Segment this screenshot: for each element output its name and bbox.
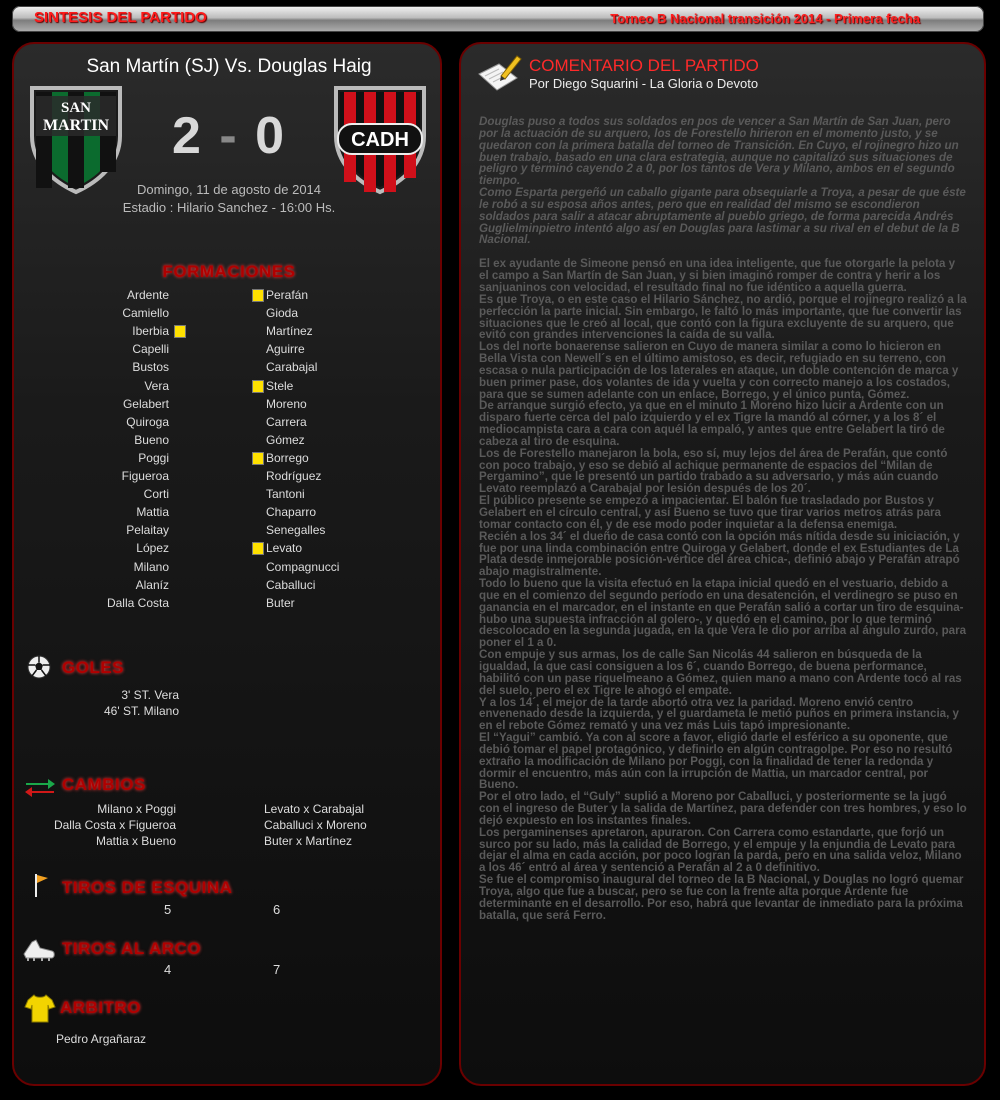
body-paragraph: Los del norte bonaerense salieron en Cuyo de manera similar a como lo hicieron en Bella Vista con Newell´s en el último amistoso, es decir, refugiado en su terreno, con escasa o nula participación de los laterales en ataque, un doble contención de marca y buen primer pase, dos volantes de ida y vuelta y con correcto manejo a los costados, para que se sumen adelante con un enlace, Borrego, y el único punta, Gómez. [479, 340, 959, 401]
away-player: Rodríguez [266, 469, 322, 483]
match-venue: Estadio : Hilario Sanchez - 16:00 Hs. [122, 200, 336, 215]
home-player: Vera [144, 378, 169, 393]
home-score: 2 [171, 107, 203, 165]
intro-paragraph: Como Esparta pergeñó un caballo gigante para obsequiarle a Troya, a pesar de que éste le robó a su esposa años antes, pero que en realidad del mismo se escondieron soldados para salir a atacar abruptamente al pueblo griego, de forma parecida Andrés Guglielminpietro intentó algo así en Douglas para lastimar a su rival en el debut de la B Nacional. [479, 186, 966, 247]
home-player: Alaníz [135, 577, 169, 592]
corner-flag-icon [32, 872, 52, 898]
away-score: 0 [255, 107, 287, 165]
away-change: Levato x Carabajal [264, 802, 365, 816]
notepad-pencil-icon [477, 52, 523, 94]
goal-item: 3' ST. Vera [121, 688, 179, 702]
away-player: Stele [266, 378, 294, 393]
home-player: Camiello [122, 306, 169, 321]
home-player: Pelaitay [126, 523, 169, 538]
comment-title: COMENTARIO DEL PARTIDO [529, 56, 759, 75]
svg-text:CADH: CADH [351, 129, 409, 151]
home-player: Quiroga [126, 414, 169, 429]
away-player: Carrera [266, 414, 307, 429]
away-player: Buter [266, 595, 295, 610]
body-paragraph: Es que Troya, o en este caso el Hilario Sánchez, no ardió, porque el rojinegro realizó a la perfección la parte inicial. Sin embargo, le faltó lo más importante, que fue convertir las situaciones que le creó al local, que contó con la figura excluyente de su arquero, que evitó con grandes intervenciones la caída de su valla. [479, 292, 967, 342]
body-paragraph: El “Yagui” cambió. Ya con al score a favor, eligió darle el esférico a su oponente, que debió tomar el papel protagónico, y definirlo en algún contragolpe. Por eso no resultó extraño la modificación de Milano por Poggi, con la finalidad de tener la redonda y dormir el encuentro, más aún con la irrupción de Mattia, un marcador central, por Bueno. [479, 731, 953, 792]
yellow-card-icon [252, 380, 264, 393]
soccer-ball-icon [26, 654, 52, 680]
match-summary-panel [12, 42, 442, 1086]
away-player: Moreno [266, 396, 307, 411]
comment-text [479, 116, 967, 922]
away-player: Caballuci [266, 577, 316, 592]
referee-name: Pedro Argañaraz [56, 1032, 147, 1046]
home-player: Mattia [136, 505, 169, 520]
away-player: Chaparro [266, 505, 317, 520]
home-player: Gelabert [122, 396, 169, 411]
home-player: Ardente [126, 288, 169, 302]
changes-title: CAMBIOS [62, 775, 146, 794]
away-player: Martínez [266, 324, 313, 339]
away-change: Caballuci x Moreno [264, 818, 367, 832]
away-player: Carabajal [266, 360, 318, 375]
svg-text:MARTIN: MARTIN [42, 117, 110, 134]
body-paragraph: El ex ayudante de Simeone pensó en una idea inteligente, que fue otorgarle la pelota y el campo a San Martín de San Juan, y si bien imaginó romper de contra y herir a los sanjuaninos con velocidad, el resultado final no fue idéntico a aquella guerra. [479, 257, 956, 294]
body-paragraph: Los pergaminenses apretaron, apuraron. Con Carrera como estandarte, que forjó un surco por su lado, más la calidad de Borrego, y el empuje y la enjundia de Levato para dejar el alma en cada acción, por poco logran la parda, pero en una salida veloz, Milano a los 46´ entró al área y sentenció a Perafán al 2 a 0 definitivo. [479, 825, 962, 875]
home-player: Bueno [134, 432, 169, 447]
yellow-card-icon [252, 289, 264, 302]
home-player: Poggi [138, 450, 169, 465]
home-player: Bustos [132, 360, 169, 375]
top-header-bar [12, 6, 984, 32]
home-change: Dalla Costa x Figueroa [53, 818, 176, 832]
away-player: Gómez [266, 432, 305, 447]
body-paragraph: De arranque surgió efecto, ya que en el minuto 1 Moreno hizo lucir a Ardente con un disparo fuerte cerca del palo izquierdo y el ex Tigre la mandó al córner, y a los 8´ el mediocampista cara a cara con aquél la empaló, y antes que entre Gelabert la tiró de cabeza al tiro de esquina. [479, 399, 945, 448]
boot-icon [22, 936, 56, 962]
referee-shirt-icon [24, 992, 56, 1024]
header-title: SINTESIS DEL PARTIDO [34, 9, 207, 26]
body-paragraph: Por el otro lado, el “Guly” suplió a Moreno por Caballuci, y posteriormente se la jugó con el ingreso de Buter y la salida de Martínez, para defender con tres hombres, y eso lo dejó expuesto en los instantes finales. [479, 790, 967, 827]
home-player: Figueroa [121, 469, 169, 483]
home-change: Milano x Poggi [97, 802, 176, 816]
home-player: Iberbia [132, 324, 169, 339]
formations-title: FORMACIONES [162, 262, 296, 281]
goals-title: GOLES [62, 658, 125, 677]
substitution-arrows-icon [24, 776, 56, 798]
away-player: Perafán [266, 288, 309, 302]
referee-title: ARBITRO [60, 998, 141, 1017]
home-change: Mattia x Bueno [95, 834, 176, 848]
body-paragraph: Los de Forestello manejaron la bola, eso sí, muy lejos del área de Perafán, que contó con poco trabajo, y eso se debió al achique permanente de espacios del “Milan de Pergamino”, que le presentó un partido trabado a su adversario, y más aún cuando Levato reemplazó a Carabajal por lesión después de los 20´. [479, 446, 948, 496]
body-paragraph: El público presente se empezó a impacientar. El balón fue trasladado por Bustos y Gelabert en el círculo central, y así Bueno se tuvo que tirar varios metros atrás para tomar contacto con él, y de ese modo poder inquietar a la defensa enemiga. [479, 494, 941, 531]
yellow-card-icon [252, 542, 264, 555]
body-paragraph: Todo lo bueno que la visita efectuó en la etapa inicial quedó en el vestuario, debido a que en el comienzo del segundo período en una desatención, el verdinegro se puso en ganancia en el marcador, en el instante en que Perafán salió a cortar un tiro de esquina-hubo una supuesta infracción al golero-, y quedó en el camino, por lo que terminó descolocado en la segunda jugada, en la que Vera le dio por arriba al ángulo zurdo, para poner el 1 a 0. [479, 577, 967, 650]
body-paragraph: Con empuje y sus armas, los de calle San Nicolás 44 salieron en búsqueda de la igualdad, la que casi consiguen a los 6´, cuando Borrego, de buena performance, habilitó con un pase riquelmeano a Gómez, quien mano a mano con Ardente tocó al ras del suelo, pero el ex Tigre le ahogó el empate. [479, 648, 962, 697]
away-player: Borrego [266, 450, 309, 465]
away-player: Gioda [266, 306, 299, 321]
away-corners: 6 [273, 902, 281, 917]
match-title: San Martín (SJ) Vs. Douglas Haig [86, 56, 372, 77]
body-paragraph: Se fue el compromiso inaugural del torneo de la B Nacional, y Douglas no logró quemar Troya, algo que fue a buscar, pero se fue con la frente alta porque Ardente fue determinante en el desarrollo. Por eso, habrá que levantar de inmediato para la próxima batalla, que será Ferro. [479, 873, 964, 922]
away-player: Levato [266, 541, 303, 556]
away-player: Aguirre [266, 342, 305, 357]
away-player: Compagnucci [266, 559, 340, 574]
svg-text:SAN: SAN [60, 100, 92, 116]
body-paragraph: Recién a los 34´ el dueño de casa contó con la opción más nítida desde su iniciación, y fue por una linda combinación entre Quiroga y Gelabert, donde el ex Estudiantes de La Plata desde inmejorable posición-vértice del área chica-, definió abajo y Perafán atrapó abajo magistralmente. [479, 529, 960, 579]
score-separator: - [219, 107, 239, 165]
match-date: Domingo, 11 de agosto de 2014 [136, 182, 322, 197]
body-paragraph: Y a los 14´, el mejor de la tarde abortó otra vez la paridad. Moreno envió centro envenenado desde la izquierda, y el guardameta le metió puños en primera instancia, y en el rebote Gómez remató y una vez más Luis tapó impresionante. [479, 695, 960, 733]
home-player: Milano [133, 559, 169, 574]
away-change: Buter x Martínez [264, 834, 353, 848]
goal-item: 46' ST. Milano [104, 704, 179, 718]
home-player: Corti [143, 487, 169, 502]
intro-paragraph: Douglas puso a todos sus soldados en pos de vencer a San Martín de San Juan, pero por la actuación de su arquero, los de Forestello hirieron en el momento justo, y se quedaron con la primera batalla del torneo de Transición. En Cuyo, el rojinegro hizo un buen trabajo, basado en una clara estrategia, aunque no capitalizó sus situaciones de peligro y terminó cayendo 2 a 0, por los tantos de Vera y Milano, ambos en el segundo tiempo. [479, 115, 959, 188]
away-player: Tantoni [266, 487, 305, 502]
tournament-title: Torneo B Nacional transición 2014 - Primera fecha [610, 11, 920, 26]
home-player: Capelli [132, 342, 169, 357]
home-player: López [136, 541, 169, 556]
douglas-haig-shield-icon [330, 84, 430, 196]
home-shots: 4 [164, 962, 172, 977]
corners-title: TIROS DE ESQUINA [62, 878, 233, 897]
comment-panel [459, 42, 986, 1086]
home-player: Dalla Costa [106, 595, 169, 610]
comment-author: Por Diego Squarini - La Gloria o Devoto [529, 76, 759, 91]
home-corners: 5 [164, 902, 172, 917]
away-shots: 7 [273, 962, 281, 977]
yellow-card-icon [174, 325, 186, 338]
shots-title: TIROS AL ARCO [62, 939, 202, 958]
away-player: Senegalles [266, 523, 326, 538]
lineups [14, 286, 444, 616]
yellow-card-icon [252, 452, 264, 465]
